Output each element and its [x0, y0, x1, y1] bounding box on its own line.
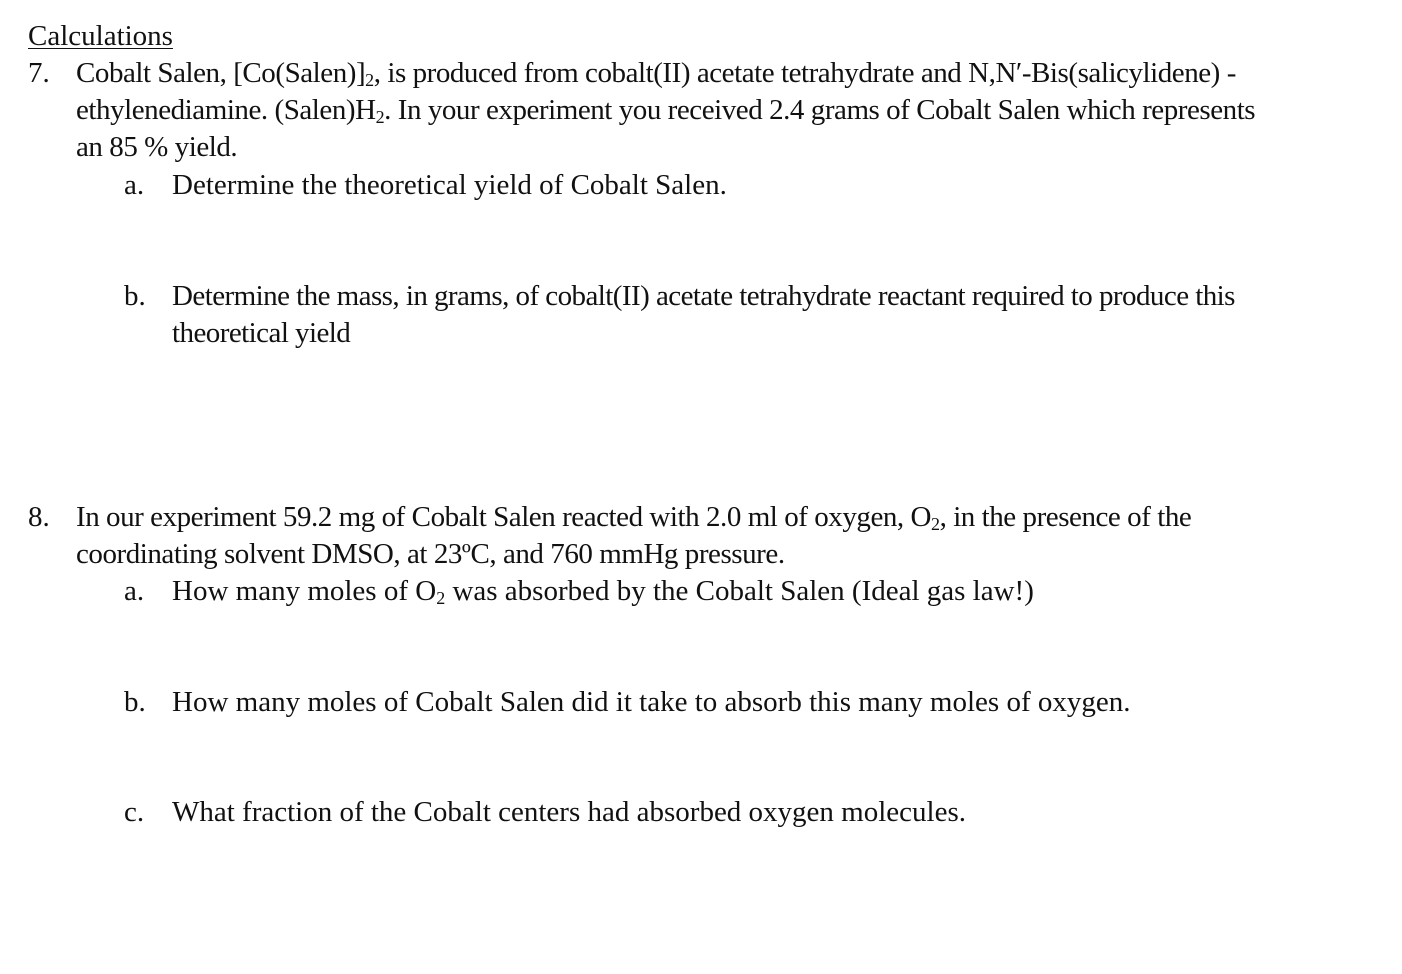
- question-7-line-2: [76, 92, 1394, 129]
- question-7a-letter: a.: [124, 169, 145, 201]
- question-8-number: 8.: [28, 501, 50, 533]
- question-8-text: [76, 499, 1394, 573]
- question-7-line-1-sub: 2: [365, 70, 374, 90]
- question-7a-text: Determine the theoretical yield of Cobalt Salen.: [172, 169, 727, 201]
- question-7b-text: [172, 278, 1394, 352]
- question-8-line-1-a: In our experiment 59.2 mg of Cobalt Salen reacted with 2.0 ml of oxygen, O: [76, 501, 932, 533]
- question-7-line-2-sub: 2: [375, 107, 385, 127]
- question-7-line-1-b: , is produced from cobalt(II) acetate tetrahydrate and N,N′-Bis(salicylidene) -: [373, 57, 1236, 89]
- question-8c-text: What fraction of the Cobalt centers had absorbed oxygen molecules.: [172, 796, 967, 828]
- question-8c-letter: c.: [124, 796, 145, 828]
- question-7-line-3: an 85 % yield.: [76, 131, 238, 163]
- question-8-line-1-sub: 2: [931, 514, 940, 534]
- question-7-line-1: [76, 55, 1394, 92]
- question-8-line-1-b: , in the presence of the: [939, 501, 1192, 533]
- question-7-line-2-b: . In your experiment you received 2.4 grams of Cobalt Salen which represents: [384, 94, 1256, 126]
- question-7-text: [76, 55, 1394, 166]
- question-8b-letter: b.: [124, 686, 146, 718]
- question-7b-letter: b.: [124, 280, 146, 312]
- question-8a-text-a: How many moles of O: [172, 575, 437, 607]
- question-8b-text: How many moles of Cobalt Salen did it take to absorb this many moles of oxygen.: [172, 686, 1131, 718]
- question-7b-line-2: theoretical yield: [172, 317, 351, 349]
- question-7-line-2-a: ethylenediamine. (Salen)H: [76, 94, 376, 126]
- question-8-line-1: [76, 499, 1394, 536]
- heading: Calculations: [28, 20, 173, 52]
- question-8a-text-sub: 2: [436, 588, 446, 608]
- question-8-line-2: coordinating solvent DMSO, at 23ºC, and 760 mmHg pressure.: [76, 538, 785, 570]
- question-8a-text-b: was absorbed by the Cobalt Salen (Ideal gas law!): [445, 575, 1034, 607]
- question-7b-line-1: Determine the mass, in grams, of cobalt(II) acetate tetrahydrate reactant required to produce this: [172, 280, 1235, 312]
- question-8a-text: [172, 573, 1394, 610]
- question-7-line-1-a: Cobalt Salen, [Co(Salen)]: [76, 57, 366, 89]
- question-8a-letter: a.: [124, 575, 145, 607]
- question-7-number: 7.: [28, 57, 50, 89]
